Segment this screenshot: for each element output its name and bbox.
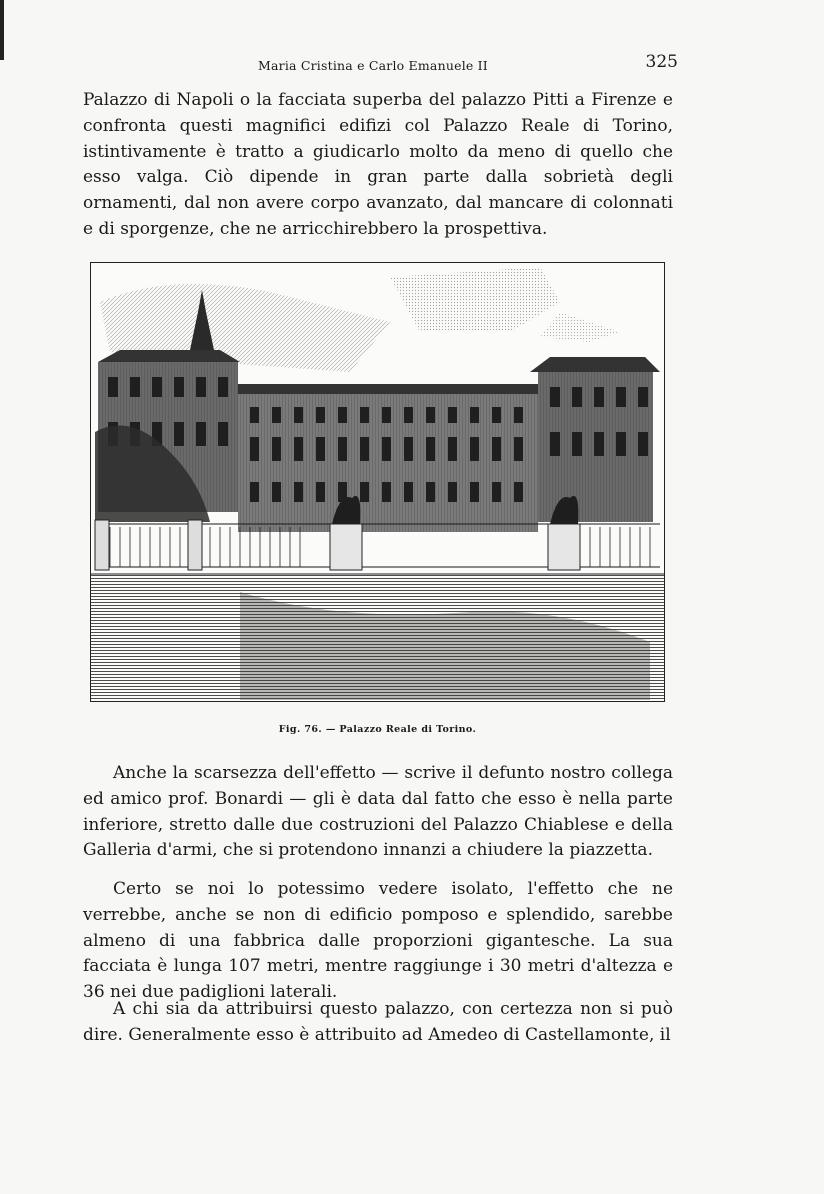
palazzo-engraving-illustration: [90, 262, 665, 702]
page-edge-mark: [0, 0, 4, 60]
page-number: 325: [645, 52, 678, 72]
figure-palazzo-reale: [90, 262, 665, 702]
paragraph-1: Palazzo di Napoli o la facciata superba del palazzo Pitti a Firenze e confronta questi magnifici edifizi col Palazzo Reale di Torino, istintivamente è tratto a giudicarlo molto da meno di quello che esso valga. Ciò dipende in gran parte dalla sobrietà degli ornamenti, dal non avere corpo avanzato, dal mancare di colonnati e di sporgenze, che ne arricchirebbero la prospettiva.: [83, 90, 673, 239]
page-header: [90, 52, 680, 74]
paragraph-4: A chi sia da attribuirsi questo palazzo, con certezza non si può dire. Generalmente esso è attribuito ad Amedeo di Castellamonte, il: [83, 999, 673, 1045]
running-title: Maria Cristina e Carlo Emanuele II: [258, 58, 488, 73]
figure-caption: Fig. 76. — Palazzo Reale di Torino.: [278, 724, 477, 735]
paragraph-3: Certo se noi lo potessimo vedere isolato, l'effetto che ne verrebbe, anche se non di edificio pomposo e splendido, sarebbe almeno di una fabbrica dalle proporzioni gigantesche. La sua facciata è lunga 107 metri, mentre raggiunge i 30 metri d'altezza e 36 nei due padiglioni laterali.: [83, 879, 673, 1003]
paragraph-2: Anche la scarsezza dell'effetto — scrive il defunto nostro collega ed amico prof. Bonardi — gli è data dal fatto che esso è nella parte inferiore, stretto dalle due costruzioni del Palazzo Chiablese e della Galleria d'armi, che si protendono innanzi a chiudere la piazzetta.: [83, 763, 673, 861]
